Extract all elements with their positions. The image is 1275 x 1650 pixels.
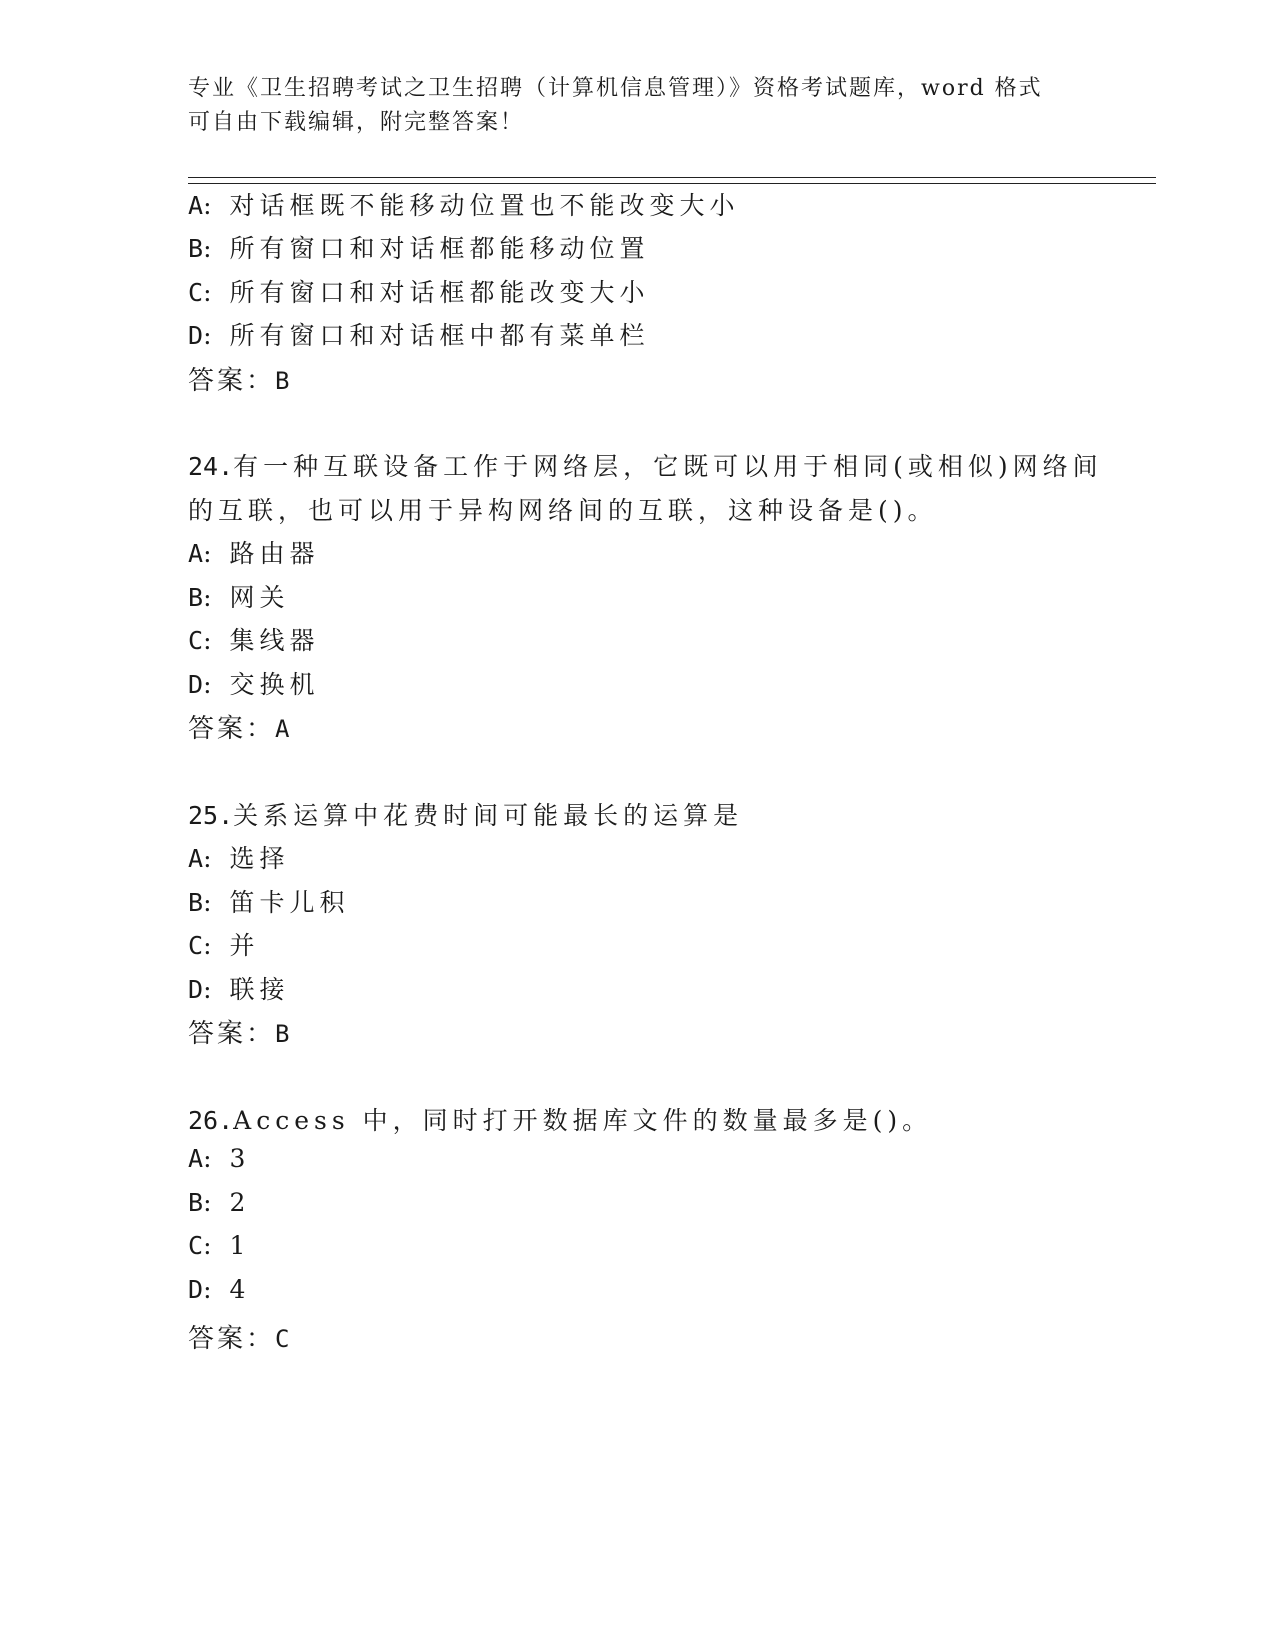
q26-option-d xyxy=(188,1275,250,1304)
option-text: 选择 xyxy=(229,844,290,873)
answer-value: C xyxy=(275,1325,293,1353)
option-text: 4 xyxy=(229,1275,251,1304)
option-separator: : xyxy=(203,1231,212,1260)
option-separator: : xyxy=(203,670,212,699)
q24-option-a xyxy=(188,534,320,570)
q26-option-a xyxy=(188,1144,250,1173)
option-separator: : xyxy=(203,626,212,655)
option-letter: D xyxy=(188,670,204,699)
option-text: 1 xyxy=(229,1231,251,1260)
option-letter: B xyxy=(188,583,204,612)
answer-label: 答案： xyxy=(188,1019,276,1049)
q26-stem-line-1 xyxy=(188,1101,932,1137)
option-separator: : xyxy=(203,888,212,917)
option-separator: : xyxy=(203,1275,212,1304)
q23-option-d xyxy=(188,316,650,352)
option-text: 并 xyxy=(229,931,260,960)
q23-option-b xyxy=(188,229,650,265)
answer-value: B xyxy=(275,367,293,395)
q23-option-a xyxy=(188,186,740,222)
question-text: 关系运算中花费时间可能最长的运算是 xyxy=(233,801,744,830)
option-text: 2 xyxy=(229,1188,251,1217)
document-header xyxy=(188,72,1088,140)
header-rule-bottom xyxy=(188,183,1156,184)
option-letter: A xyxy=(188,539,204,568)
option-separator: : xyxy=(203,539,212,568)
option-text: 对话框既不能移动位置也不能改变大小 xyxy=(229,191,740,220)
answer-label: 答案： xyxy=(188,1324,276,1354)
option-letter: A xyxy=(188,191,204,220)
question-number: 26. xyxy=(188,1106,234,1135)
option-separator: : xyxy=(203,931,212,960)
option-letter: C xyxy=(188,626,204,655)
option-letter: D xyxy=(188,975,204,1004)
q24-option-d xyxy=(188,665,320,701)
q26-option-c xyxy=(188,1231,250,1260)
option-separator: : xyxy=(203,975,212,1004)
option-text: 联接 xyxy=(229,975,290,1004)
q23-option-c xyxy=(188,273,650,309)
option-letter: C xyxy=(188,1231,204,1260)
q25-option-c xyxy=(188,926,260,962)
q25-stem-line-1 xyxy=(188,796,743,832)
q23-answer xyxy=(188,360,292,397)
option-letter: D xyxy=(188,321,204,350)
option-separator: : xyxy=(203,1144,212,1173)
header-rule-top xyxy=(188,177,1156,178)
q24-option-c xyxy=(188,621,320,657)
question-text: 有一种互联设备工作于网络层，它既可以用于相同(或相似)网络间 xyxy=(233,452,1103,481)
option-separator: : xyxy=(203,844,212,873)
q25-option-d xyxy=(188,970,290,1006)
option-text: 网关 xyxy=(229,583,290,612)
q25-option-a xyxy=(188,839,290,875)
option-separator: : xyxy=(203,1188,212,1217)
q24-stem-line-1 xyxy=(188,447,1103,483)
option-separator: : xyxy=(203,234,212,263)
option-text: 笛卡儿积 xyxy=(229,888,350,917)
option-text: 所有窗口和对话框都能移动位置 xyxy=(229,234,650,263)
q25-answer xyxy=(188,1013,292,1050)
option-text: 集线器 xyxy=(229,626,320,655)
option-letter: D xyxy=(188,1275,204,1304)
option-letter: A xyxy=(188,844,204,873)
q26-answer xyxy=(188,1318,292,1355)
option-separator: : xyxy=(203,191,212,220)
header-line-1: 专业《卫生招聘考试之卫生招聘（计算机信息管理）》资格考试题库，word 格式 xyxy=(188,76,1043,101)
answer-value: B xyxy=(275,1020,293,1048)
option-letter: B xyxy=(188,888,204,917)
option-separator: : xyxy=(203,321,212,350)
option-text: 所有窗口和对话框都能改变大小 xyxy=(229,278,650,307)
option-separator: : xyxy=(203,278,212,307)
answer-value: A xyxy=(275,715,293,743)
q24-answer xyxy=(188,708,292,745)
option-text: 3 xyxy=(229,1144,251,1173)
question-number: 25. xyxy=(188,801,234,830)
q24-option-b xyxy=(188,578,290,614)
question-number: 24. xyxy=(188,452,234,481)
option-letter: B xyxy=(188,234,204,263)
q24-stem-line-2: 的互联，也可以用于异构网络间的互联，这种设备是()。 xyxy=(188,496,938,525)
q26-option-b xyxy=(188,1188,250,1217)
option-text: 路由器 xyxy=(229,539,320,568)
option-letter: B xyxy=(188,1188,204,1217)
question-text: Access 中，同时打开数据库文件的数量最多是()。 xyxy=(233,1106,933,1135)
option-letter: C xyxy=(188,278,204,307)
option-separator: : xyxy=(203,583,212,612)
option-text: 交换机 xyxy=(229,670,320,699)
header-line-2: 可自由下载编辑，附完整答案！ xyxy=(188,110,525,135)
answer-label: 答案： xyxy=(188,366,276,396)
option-text: 所有窗口和对话框中都有菜单栏 xyxy=(229,321,650,350)
option-letter: C xyxy=(188,931,204,960)
answer-label: 答案： xyxy=(188,714,276,744)
option-letter: A xyxy=(188,1144,204,1173)
q25-option-b xyxy=(188,883,350,919)
